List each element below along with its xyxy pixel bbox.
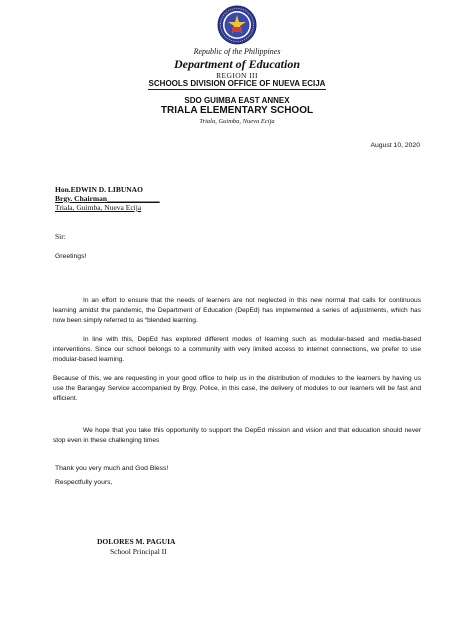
- salutation: Sir:: [55, 232, 66, 241]
- division-line: SCHOOLS DIVISION OFFICE OF NUEVA ECIJA: [148, 79, 326, 88]
- paragraph-1: In an effort to ensure that the needs of learners are not neglected in this new normal that calls for continuous learning amidst the pandemic, the Department of Education (DepEd) has implemented a series of adjustments, which has now been simply referred to as “blended learning.: [53, 297, 421, 324]
- header-divider: [148, 89, 326, 90]
- closing-line: Respectfully yours,: [55, 479, 113, 486]
- department-name: Department of Education: [173, 57, 300, 71]
- recipient-address: Triala, Guimba, Nueva Ecija: [55, 203, 142, 212]
- region-line: REGION III: [216, 71, 258, 80]
- annex-line: SDO GUIMBA EAST ANNEX: [184, 96, 290, 105]
- greeting: Greetings!: [55, 253, 87, 260]
- school-address: Triala, Guimba, Nueva Ecija: [199, 118, 275, 125]
- recipient-name: Hon.EDWIN D. LIBUNAO: [55, 185, 143, 194]
- signatory-position: School Principal II: [110, 547, 167, 556]
- letter-date: August 10, 2020: [370, 142, 420, 149]
- republic-line: Republic of the Philippines: [193, 47, 281, 56]
- recipient-title: Brgy. Chairman______________: [55, 194, 160, 203]
- school-name: TRIALA ELEMENTARY SCHOOL: [160, 105, 314, 116]
- paragraph-4: We hope that you take this opportunity to support the DepEd mission and vision and that education should never stop even in these challenging times: [53, 427, 421, 444]
- deped-seal-icon: [217, 5, 257, 45]
- paragraph-2: In line with this, DepEd has explored different modes of learning such as modular-based and media-based interventions. Since our school belongs to a community with very limited access to internet connections, we prefer to use modular-based learning.: [53, 336, 421, 363]
- signatory-name: DOLORES M. PAGUIA: [97, 537, 176, 546]
- paragraph-3: Because of this, we are requesting in your good office to help us in the distribution of modules to the learners by having us use the Barangay Service accompanied by Brgy. Police, in this case, the delivery of modules to our learners will be fast and efficient.: [53, 375, 421, 402]
- thanks-line: Thank you very much and God Bless!: [55, 465, 169, 472]
